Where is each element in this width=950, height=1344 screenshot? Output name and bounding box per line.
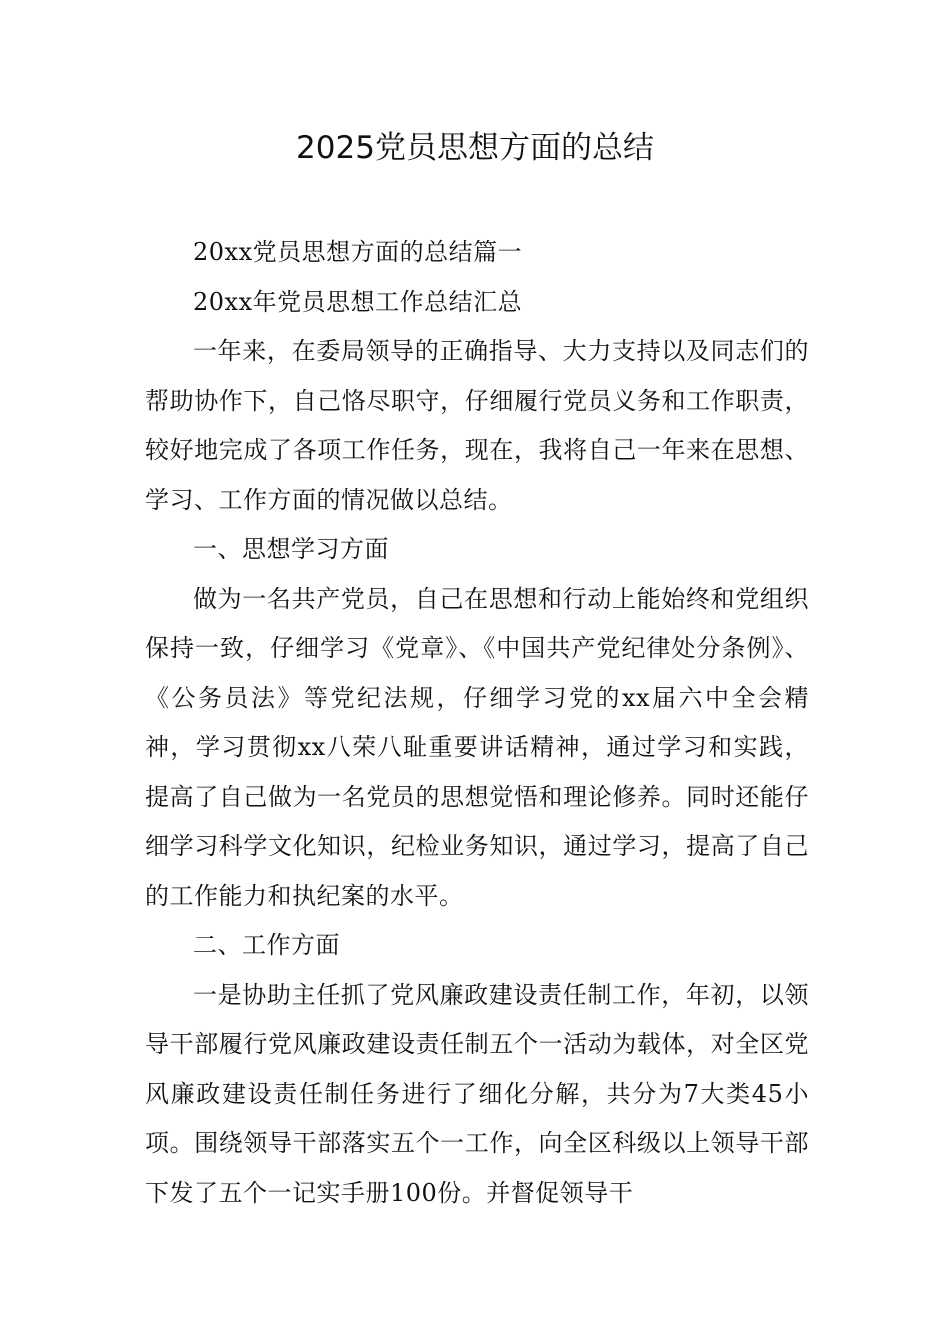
paragraph: 20xx年党员思想工作总结汇总 bbox=[193, 287, 523, 316]
paragraph: 20xx党员思想方面的总结篇一 bbox=[193, 238, 523, 266]
document-body bbox=[145, 228, 809, 1218]
paragraph: 做为一名共产党员，自己在思想和行动上能始终和党组织保持一致，仔细学习《党章》、《中国共产党纪律处分条例》、《公务员法》等党纪法规，仔细学习党的xx届六中全会精神，学习贯彻xx八荣八耻重要讲话精神，通过学习和实践，提高了自己做为一名党员的思想觉悟和理论修养。同时还能仔细学习科学文化知识，纪检业务知识，通过学习，提高了自己的工作能力和执纪案的水平。 bbox=[145, 584, 809, 910]
document-title: 2025党员思想方面的总结 bbox=[296, 130, 654, 166]
paragraph: 一年来，在委局领导的正确指导、大力支持以及同志们的帮助协作下，自己恪尽职守，仔细履行党员义务和工作职责，较好地完成了各项工作任务，现在，我将自己一年来在思想、学习、工作方面的情况做以总结。 bbox=[145, 337, 809, 514]
paragraph: 一是协助主任抓了党风廉政建设责任制工作，年初，以领导干部履行党风廉政建设责任制五个一活动为载体，对全区党风廉政建设责任制任务进行了细化分解，共分为7大类45小项。围绕领导干部落实五个一工作，向全区科级以上领导干部下发了五个一记实手册100份。并督促领导干 bbox=[145, 980, 809, 1207]
section-heading: 一、思想学习方面 bbox=[193, 535, 389, 563]
section-heading: 二、工作方面 bbox=[193, 931, 340, 959]
